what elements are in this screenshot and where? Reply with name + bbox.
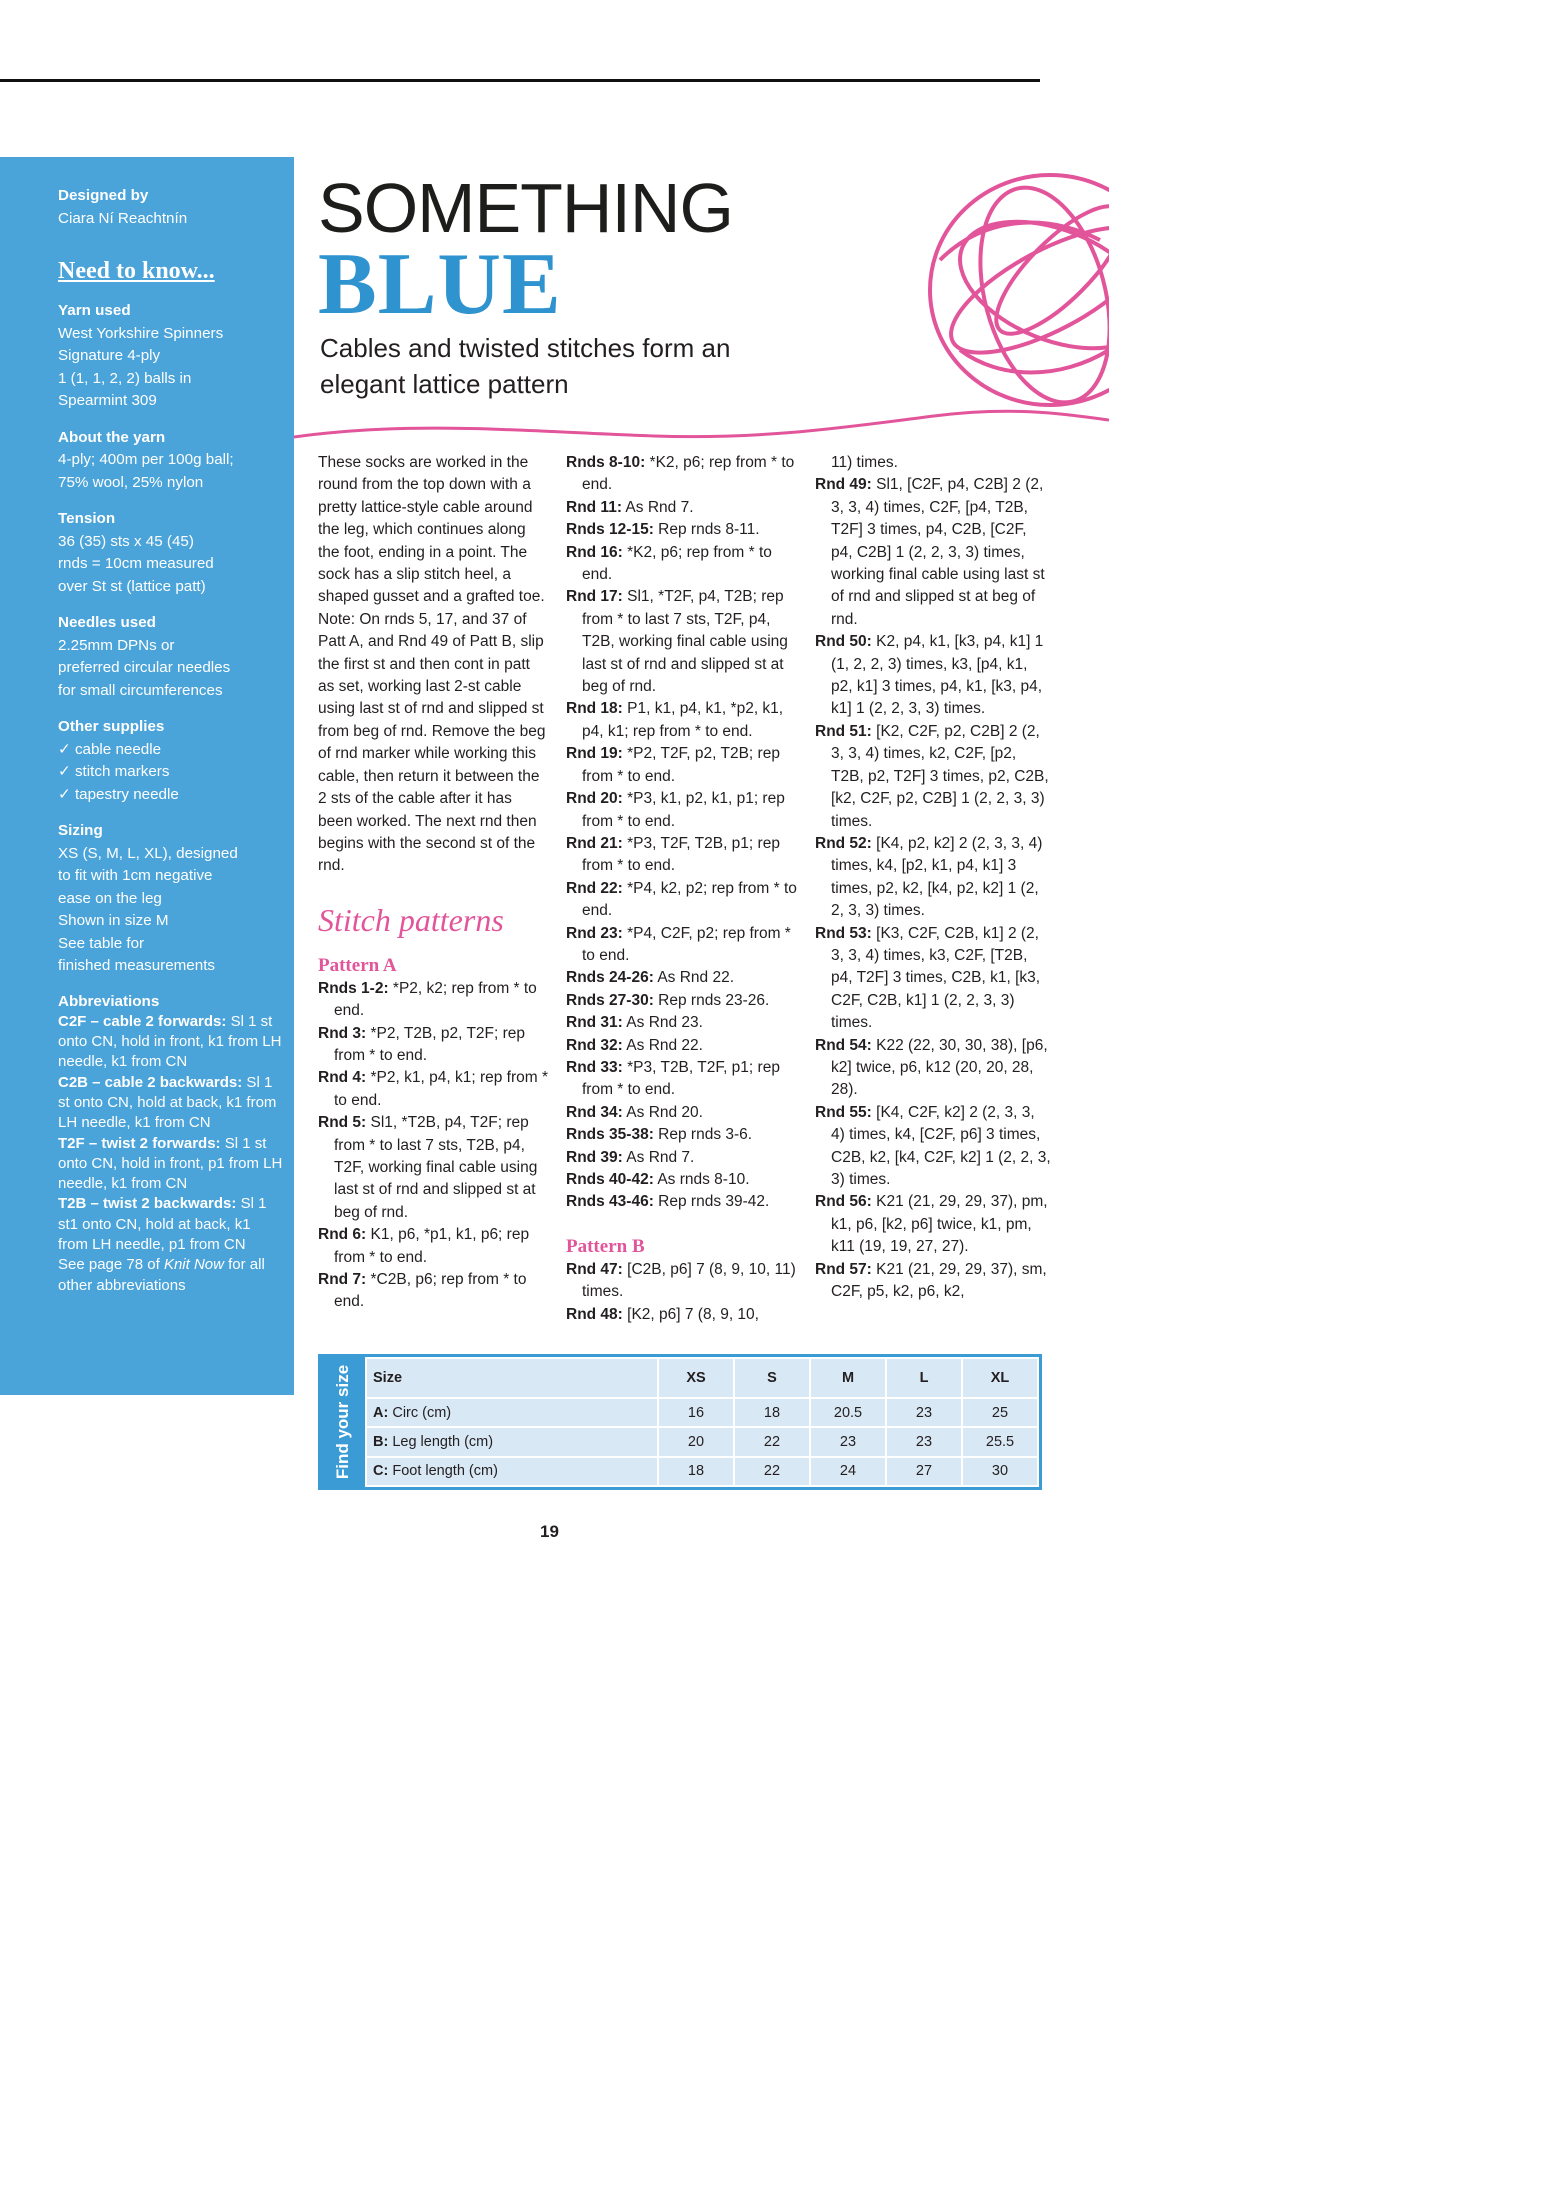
round-instruction: As rnds 8-10. <box>653 1171 750 1188</box>
sizing-line: XS (S, M, L, XL), designed <box>58 844 238 862</box>
tension-line: over St st (lattice patt) <box>58 577 206 595</box>
round-label: Rnd 47: <box>566 1260 623 1278</box>
pattern-round <box>318 1269 548 1314</box>
pattern-round <box>318 1023 548 1068</box>
abbreviation-term: C2F – cable 2 forwards: <box>58 1012 227 1030</box>
sizing-label: Sizing <box>58 822 103 839</box>
round-label: Rnd 5: <box>318 1114 367 1132</box>
round-label: Rnd 31: <box>566 1014 623 1032</box>
round-label: Rnds 12-15: <box>566 521 654 539</box>
pattern-round <box>318 1112 548 1224</box>
abbreviation-def: Sl 1 st onto CN, hold at back, k1 from LH needle, k1 from CN <box>58 1073 277 1132</box>
abbreviation-note-pre: See page 78 of <box>58 1256 164 1274</box>
round-label: Rnd 51: <box>815 722 872 740</box>
table-cell: 25.5 <box>962 1427 1038 1456</box>
size-table-side-label <box>321 1357 365 1487</box>
round-instruction: K2, p4, k1, [k3, p4, k1] 1 (1, 2, 2, 3) times, k3, [p4, k1, p2, k1] 3 times, p4, k1, [k3, p4, k1] 1 (2, 2, 3, 3) times. <box>831 633 1044 718</box>
table-cell: 25 <box>962 1398 1038 1427</box>
round-label: Rnd 52: <box>815 834 872 852</box>
pattern-round <box>566 1012 798 1034</box>
pattern-round <box>566 967 798 989</box>
abbreviation-entry <box>58 1012 284 1073</box>
need-to-know-heading: Need to know... <box>58 258 215 284</box>
table-cell: 20 <box>658 1427 734 1456</box>
pattern-b-rows-part2 <box>815 474 1051 1303</box>
round-instruction: *K2, p6; rep from * to end. <box>582 543 772 584</box>
size-header-cell: Size <box>366 1358 658 1398</box>
size-header-cell: S <box>734 1358 810 1398</box>
sizing-line: See table for <box>58 934 145 952</box>
size-header-cell: L <box>886 1358 962 1398</box>
continued-text: 11) times. <box>831 454 898 471</box>
table-cell: 18 <box>658 1457 734 1486</box>
yarn-used-line: Spearmint 309 <box>58 392 157 409</box>
round-instruction: K22 (22, 30, 30, 38), [p6, k2] twice, p6, k12 (20, 20, 28, 28). <box>831 1036 1048 1099</box>
table-row <box>366 1427 1038 1456</box>
round-label: Rnd 39: <box>566 1148 623 1166</box>
round-label: Rnd 3: <box>318 1024 367 1042</box>
round-instruction: As Rnd 20. <box>622 1103 703 1121</box>
pattern-round <box>815 474 1051 631</box>
yarn-used-line: 1 (1, 1, 2, 2) balls in <box>58 369 192 387</box>
pattern-round <box>566 878 798 923</box>
pattern-round <box>566 1147 798 1169</box>
top-rule <box>0 79 1040 82</box>
magazine-name: Knit Now <box>163 1256 224 1274</box>
abbreviation-note-post: for all other abbreviations <box>58 1256 265 1294</box>
table-row <box>366 1398 1038 1427</box>
table-cell: 24 <box>810 1457 886 1486</box>
tension-block <box>58 508 284 598</box>
round-instruction: *P4, k2, p2; rep from * to end. <box>582 879 797 920</box>
pattern-round <box>815 631 1051 721</box>
pattern-round <box>815 1191 1051 1258</box>
supply-item: ✓ stitch markers <box>58 763 170 780</box>
pattern-round <box>566 497 798 519</box>
round-instruction: [C2B, p6] 7 (8, 9, 10, 11) times. <box>582 1260 796 1301</box>
pattern-round <box>566 788 798 833</box>
round-instruction: [K2, p6] 7 (8, 9, 10, <box>622 1305 759 1323</box>
round-label: Rnd 4: <box>318 1069 367 1087</box>
round-label: Rnd 57: <box>815 1260 872 1278</box>
round-label: Rnd 50: <box>815 633 872 651</box>
abbreviation-term: T2F – twist 2 forwards: <box>58 1134 221 1152</box>
round-instruction: *C2B, p6; rep from * to end. <box>334 1271 527 1311</box>
abbreviation-entry <box>58 1134 284 1195</box>
needles-block <box>58 612 284 702</box>
about-yarn-line: 75% wool, 25% nylon <box>58 473 204 491</box>
about-yarn-line: 4-ply; 400m per 100g ball; <box>58 451 234 468</box>
abbreviations-label: Abbreviations <box>58 992 160 1010</box>
round-instruction: As Rnd 23. <box>622 1014 703 1032</box>
round-instruction: K1, p6, *p1, k1, p6; rep from * to end. <box>334 1226 530 1266</box>
size-header-cell: XL <box>962 1358 1038 1398</box>
round-instruction: *P2, k1, p4, k1; rep from * to end. <box>334 1069 548 1109</box>
designer-block <box>58 185 284 230</box>
pattern-a-rows-part2 <box>566 452 798 1214</box>
needles-label: Needles used <box>58 614 156 631</box>
round-label: Rnd 33: <box>566 1058 623 1076</box>
round-instruction: [K4, C2F, k2] 2 (2, 3, 3, 4) times, k4, [C2F, p6] 3 times, C2B, k2, [k4, C2F, k2] 1 (2, 2, 3, 3) times. <box>831 1103 1051 1188</box>
pattern-round <box>566 542 798 587</box>
sizing-line: to fit with 1cm negative <box>58 867 213 884</box>
pattern-round <box>815 1035 1051 1102</box>
supplies-block <box>58 716 284 806</box>
yarn-used-line: West Yorkshire Spinners <box>58 324 224 342</box>
pattern-round <box>566 1035 798 1057</box>
round-instruction: Sl1, [C2F, p4, C2B] 2 (2, 3, 3, 4) times, C2F, [p4, T2B, T2F] 3 times, p4, C2B, [C2F, p4, C2B] 1 (2, 2, 3, 3) times, working final cable using last st of rnd and slipped st at beg of rnd. <box>831 476 1045 628</box>
table-cell: 18 <box>734 1398 810 1427</box>
round-instruction: Rep rnds 3-6. <box>653 1126 753 1144</box>
measurement-key: C: <box>373 1463 389 1480</box>
supply-item: ✓ cable needle <box>58 740 162 758</box>
round-label: Rnd 23: <box>566 924 623 942</box>
yarn-strand <box>959 173 1109 417</box>
column-2 <box>566 452 798 1326</box>
abbreviation-def: Sl 1 st1 onto CN, hold at back, k1 from LH needle, p1 from CN <box>58 1195 267 1254</box>
measurement-name: Foot length (cm) <box>388 1463 498 1480</box>
yarn-strand <box>940 223 1100 260</box>
round-label: Rnds 1-2: <box>318 979 389 997</box>
round-label: Rnd 11: <box>566 498 622 516</box>
size-table-grid <box>365 1357 1039 1487</box>
tension-line: 36 (35) sts x 45 (45) <box>58 532 194 550</box>
pattern-round <box>815 833 1051 923</box>
table-cell: 23 <box>886 1427 962 1456</box>
round-instruction: Sl1, *T2B, p4, T2F; rep from * to last 7 sts, T2B, p4, T2F, working final cable using last st of rnd and slipped st at beg of rnd. <box>334 1114 538 1221</box>
pattern-round <box>566 1191 798 1213</box>
column-3 <box>815 452 1051 1303</box>
designer-name: Ciara Ní Reachtnín <box>58 209 188 227</box>
round-label: Rnd 6: <box>318 1226 367 1244</box>
abbreviation-def: Sl 1 st onto CN, hold in front, p1 from LH needle, k1 from CN <box>58 1134 283 1193</box>
pattern-a-rows-part1 <box>318 978 548 1314</box>
sizing-block <box>58 820 284 978</box>
round-instruction: [K3, C2F, C2B, k1] 2 (2, 3, 3, 4) times, k3, C2F, [T2B, p4, T2F] 3 times, C2B, k1, [k3, C2F, C2B, k1] 1 (2, 2, 3, 3) times. <box>831 924 1041 1032</box>
round-instruction: [K4, p2, k2] 2 (2, 3, 3, 4) times, k4, [p2, k1, p4, k1] 3 times, p2, k2, [k4, p2, k2] 1 (2, 2, 3, 3) times. <box>831 834 1043 920</box>
find-your-size-label: Find your size <box>333 1364 352 1480</box>
size-header-row <box>366 1358 1038 1398</box>
table-cell: 23 <box>886 1398 962 1427</box>
round-label: Rnd 16: <box>566 543 623 561</box>
yarn-used-label: Yarn used <box>58 302 131 319</box>
table-cell: 30 <box>962 1457 1038 1486</box>
round-label: Rnd 19: <box>566 745 623 763</box>
about-yarn-label: About the yarn <box>58 428 166 446</box>
pattern-a-heading: Pattern A <box>318 954 397 976</box>
pattern-round <box>815 721 1051 833</box>
needles-line: for small circumferences <box>58 681 223 699</box>
subtitle: Cables and twisted stitches form an elegant lattice pattern <box>320 333 731 399</box>
pattern-round <box>566 452 798 497</box>
table-cell: 27 <box>886 1457 962 1486</box>
pattern-round <box>566 1057 798 1102</box>
need-to-know-sidebar <box>0 157 294 1395</box>
pattern-round <box>566 698 798 743</box>
round-label: Rnds 27-30: <box>566 991 654 1009</box>
round-instruction: As Rnd 22. <box>653 969 735 987</box>
pattern-round <box>318 1067 548 1112</box>
round-instruction: Rep rnds 8-11. <box>653 521 760 539</box>
pattern-round <box>815 1102 1051 1192</box>
pattern-round <box>815 1259 1051 1304</box>
stitch-patterns-heading: Stitch patterns <box>318 901 504 938</box>
yarn-strand <box>979 189 1109 352</box>
sizing-line: ease on the leg <box>58 889 162 907</box>
round-label: Rnds 8-10: <box>566 454 646 471</box>
designed-by-label: Designed by <box>58 187 149 204</box>
round-label: Rnd 18: <box>566 700 623 718</box>
pattern-round <box>318 1224 548 1269</box>
yarn-used-line: Signature 4-ply <box>58 347 161 364</box>
round-instruction: K21 (21, 29, 29, 37), sm, C2F, p5, k2, p6, k2, <box>831 1260 1047 1301</box>
table-row <box>366 1457 1038 1486</box>
measurement-key: A: <box>373 1404 389 1421</box>
round-label: Rnd 20: <box>566 790 623 808</box>
wave-line-icon <box>294 390 1109 450</box>
round-instruction: *P3, T2B, T2F, p1; rep from * to end. <box>582 1058 780 1099</box>
abbreviation-term: T2B – twist 2 backwards: <box>58 1195 237 1213</box>
pattern-round <box>815 923 1051 1035</box>
supply-item: ✓ tapestry needle <box>58 785 179 803</box>
table-cell: 22 <box>734 1457 810 1486</box>
round-instruction: *P2, T2F, p2, T2B; rep from * to end. <box>582 745 780 785</box>
round-label: Rnd 53: <box>815 924 872 942</box>
round-label: Rnd 17: <box>566 588 623 606</box>
measurement-label <box>366 1398 658 1427</box>
column-1 <box>318 452 548 1314</box>
pattern-round <box>566 519 798 541</box>
size-table <box>318 1354 1042 1490</box>
size-header-cell: XS <box>658 1358 734 1398</box>
abbreviations-block <box>58 992 284 1296</box>
pattern-round <box>566 1259 798 1304</box>
sizing-line: finished measurements <box>58 957 216 974</box>
round-instruction: As Rnd 7. <box>622 1148 695 1166</box>
pattern-b-heading: Pattern B <box>566 1235 645 1257</box>
abbreviation-note <box>58 1255 284 1296</box>
round-label: Rnd 56: <box>815 1193 872 1211</box>
pattern-round <box>566 1102 798 1124</box>
pattern-round <box>566 833 798 878</box>
table-cell: 16 <box>658 1398 734 1427</box>
round-label: Rnd 32: <box>566 1036 623 1054</box>
round-instruction: Rep rnds 23-26. <box>653 991 770 1009</box>
round-label: Rnd 22: <box>566 879 623 897</box>
measurement-name: Leg length (cm) <box>388 1433 494 1450</box>
abbreviation-entry <box>58 1194 284 1255</box>
round-label: Rnds 43-46: <box>566 1193 654 1211</box>
needles-line: 2.25mm DPNs or <box>58 636 175 654</box>
round-instruction: *P4, C2F, p2; rep from * to end. <box>582 924 791 964</box>
measurement-name: Circ (cm) <box>388 1404 452 1421</box>
round-label: Rnds 24-26: <box>566 969 654 987</box>
table-cell: 23 <box>810 1427 886 1456</box>
measurement-key: B: <box>373 1433 389 1450</box>
page-number: 19 <box>540 1522 559 1541</box>
supplies-label: Other supplies <box>58 718 165 735</box>
round-instruction: *K2, p6; rep from * to end. <box>582 454 795 494</box>
round-label: Rnd 21: <box>566 834 623 852</box>
round-label: Rnd 7: <box>318 1271 367 1288</box>
round-instruction: Sl1, *T2F, p4, T2B; rep from * to last 7 sts, T2F, p4, T2B, working final cable using last st of rnd and slipped st at beg of rnd. <box>582 588 788 696</box>
round-instruction: P1, k1, p4, k1, *p2, k1, p4, k1; rep from * to end. <box>582 700 784 740</box>
round-label: Rnds 35-38: <box>566 1126 654 1144</box>
intro-text: These socks are worked in the round from the top down with a pretty lattice-style cable around the leg, which continues along the foot, ending in a point. The sock has a slip stitch heel, a shaped gusset and a grafted toe. Note: On rnds 5, 17, and 37 of Patt A, and Rnd 49 of Patt B, slip the first st and then cont in patt as set, working last 2-st cable using last st of rnd and slipped st from beg of rnd. Remove the beg of rnd marker while working this cable, then return it between the 2 sts of the cable after it has been worked. The next rnd then begins with the second st of the rnd. <box>318 454 546 875</box>
round-instruction: As Rnd 22. <box>622 1036 703 1054</box>
about-yarn-block <box>58 427 284 495</box>
pattern-round <box>318 978 548 1023</box>
tension-label: Tension <box>58 510 116 527</box>
round-instruction: [K2, C2F, p2, C2B] 2 (2, 3, 3, 4) times, k2, C2F, [p2, T2B, p2, T2F] 3 times, p2, C2B, [k2, C2F, p2, C2B] 1 (2, 2, 3, 3) times. <box>831 722 1049 830</box>
round-label: Rnd 54: <box>815 1036 872 1054</box>
yarn-used-block <box>58 300 284 413</box>
round-instruction: Rep rnds 39-42. <box>653 1193 770 1211</box>
round-instruction: *P2, k2; rep from * to end. <box>334 979 537 1020</box>
round-label: Rnd 49: <box>815 476 872 494</box>
pattern-round <box>566 1304 798 1326</box>
needles-line: preferred circular needles <box>58 659 231 676</box>
round-label: Rnd 34: <box>566 1103 623 1121</box>
pattern-round <box>566 923 798 968</box>
table-cell: 22 <box>734 1427 810 1456</box>
pattern-b-rows-part1 <box>566 1259 798 1326</box>
measurement-label <box>366 1427 658 1456</box>
round-instruction: *P3, k1, p2, k1, p1; rep from * to end. <box>582 790 785 830</box>
pattern-round <box>566 743 798 788</box>
abbreviation-term: C2B – cable 2 backwards: <box>58 1073 243 1091</box>
size-header-cell: M <box>810 1358 886 1398</box>
round-instruction: *P2, T2B, p2, T2F; rep from * to end. <box>334 1024 526 1064</box>
page-title: BLUE <box>318 236 562 333</box>
abbreviation-def: Sl 1 st onto CN, hold in front, k1 from LH needle, k1 from CN <box>58 1012 282 1071</box>
pattern-round <box>566 1124 798 1146</box>
sizing-line: Shown in size M <box>58 912 169 929</box>
pattern-round <box>566 586 798 698</box>
abbreviation-entry <box>58 1073 284 1134</box>
title-kicker: SOMETHING <box>318 169 733 247</box>
pattern-round <box>566 990 798 1012</box>
measurement-label <box>366 1457 658 1486</box>
table-cell: 20.5 <box>810 1398 886 1427</box>
tension-line: rnds = 10cm measured <box>58 555 214 572</box>
round-instruction: *P3, T2F, T2B, p1; rep from * to end. <box>582 834 780 875</box>
round-instruction: As Rnd 7. <box>621 498 694 516</box>
round-label: Rnd 48: <box>566 1305 623 1323</box>
round-label: Rnds 40-42: <box>566 1171 654 1188</box>
round-label: Rnd 55: <box>815 1103 872 1121</box>
pattern-round <box>566 1169 798 1191</box>
round-instruction: K21 (21, 29, 29, 37), pm, k1, p6, [k2, p6] twice, k1, pm, k11 (19, 19, 27, 27). <box>831 1193 1048 1256</box>
